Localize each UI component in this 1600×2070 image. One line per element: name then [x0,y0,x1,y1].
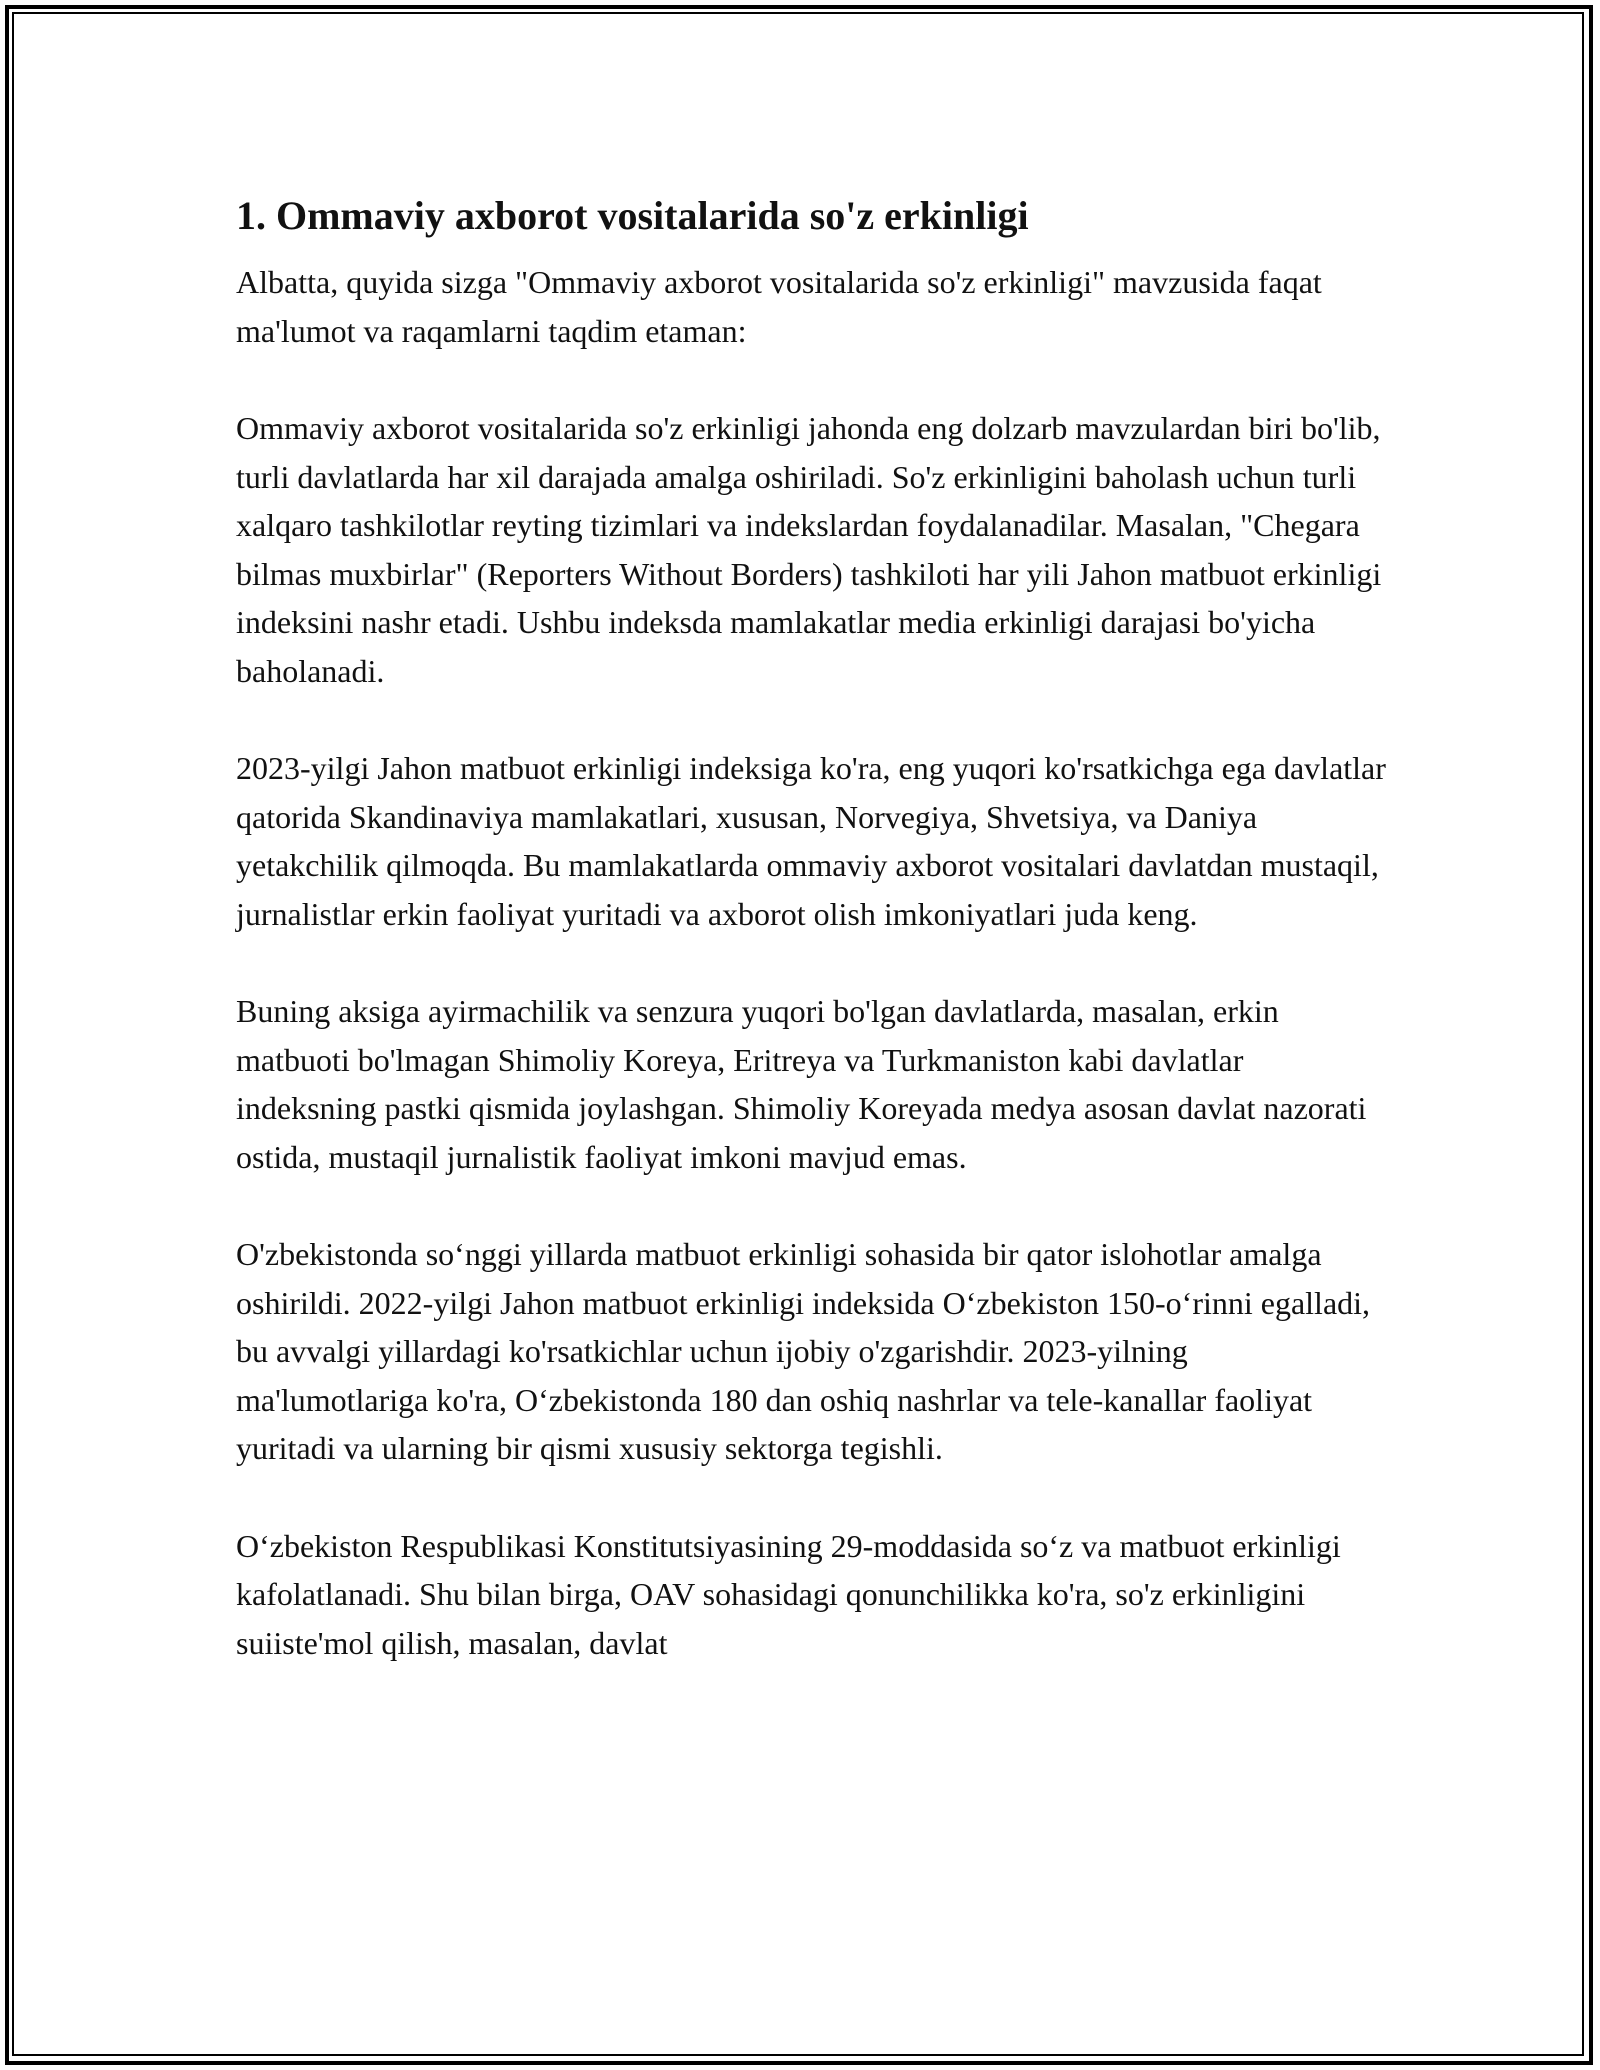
paragraph-intro: Albatta, quyida sizga "Ommaviy axborot vositalarida so'z erkinligi" mavzusida faqat ma'lumot va raqamlarni taqdim etaman: [236,264,1322,349]
paragraph-overview: Ommaviy axborot vositalarida so'z erkinligi jahonda eng dolzarb mavzulardan biri bo'lib, turli davlatlarda har xil darajada amalga oshiriladi. So'z erkinligini baholash uchun turli xalqaro tashkilotlar reyting tizimlari va indekslardan foydalanadilar. Masalan, "Chegara bilmas muxbirlar" (Reporters Without Borders) tashkiloti har yili Jahon matbuot erkinligi indeksini nashr etadi. Ushbu indeksda mamlakatlar media erkinligi darajasi bo'yicha baholanadi. [236,410,1382,689]
document-title: 1. Ommaviy axborot vositalarida so'z erkinligi [236,193,1029,238]
paragraph-low-ranked: Buning aksiga ayirmachilik va senzura yuqori bo'lgan davlatlarda, masalan, erkin matbuoti bo'lmagan Shimoliy Koreya, Eritreya va Turkmaniston kabi davlatlar indeksning pastki qismida joylashgan. Shimoliy Koreyada medya asosan davlat nazorati ostida, mustaqil jurnalistik faoliyat imkoni mavjud emas. [236,993,1367,1175]
paragraph-scandinavia: 2023-yilgi Jahon matbuot erkinligi indeksiga ko'ra, eng yuqori ko'rsatkichga ega davlatlar qatorida Skandinaviya mamlakatlari, xususan, Norvegiya, Shvetsiya, va Daniya yetakchilik qilmoqda. Bu mamlakatlarda ommaviy axborot vositalari davlatdan mustaqil, jurnalistlar erkin faoliyat yuritadi va axborot olish imkoniyatlari juda keng. [236,750,1386,932]
paragraph-uzbekistan: O'zbekistonda so‘nggi yillarda matbuot erkinligi sohasida bir qator islohotlar amalga oshirildi. 2022-yilgi Jahon matbuot erkinligi indeksida O‘zbekiston 150-o‘rinni egalladi, bu avvalgi yillardagi ko'rsatkichlar uchun ijobiy o'zgarishdir. 2023-yilning ma'lumotlariga ko'ra, O‘zbekistonda 180 dan oshiq nashrlar va tele-kanallar faoliyat yuritadi va ularning bir qismi xususiy sektorga tegishli. [236,1236,1371,1466]
paragraph-constitution: O‘zbekiston Respublikasi Konstitutsiyasining 29-moddasida so‘z va matbuot erkinligi kafolatlanadi. Shu bilan birga, OAV sohasidagi qonunchilikka ko'ra, so'z erkinligini suiiste'mol qilish, masalan, davlat [236,1527,1341,1661]
document-body [236,190,1386,1716]
